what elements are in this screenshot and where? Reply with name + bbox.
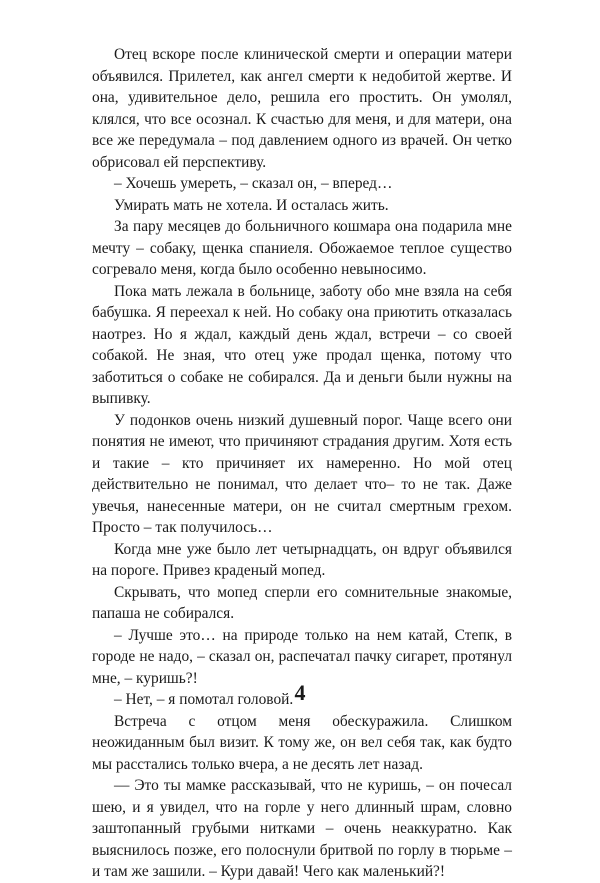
- page-number: 4: [294, 680, 306, 705]
- paragraph-7: Когда мне уже было лет четырнадцать, он вдруг объявился на пороге. Привез краденый мопед.: [92, 540, 512, 579]
- page-body: [92, 44, 512, 883]
- paragraph-11: Встреча с отцом меня обескуражила. Слишком неожиданным был визит. К тому же, он вел себя так, как будто мы расстались только вчера, а не десять лет назад.: [92, 712, 512, 773]
- paragraph-1: Отец вскоре после клинической смерти и операции матери объявился. Прилетел, как ангел смерти к недобитой жертве. И она, удивительное дело, решила его простить. Он умолял, клялся, что все осознал. К счастью для меня, и для матери, она все же передумала – под давлением одного из врачей. Он четко обрисовал ей перспективу.: [92, 46, 512, 171]
- paragraph-6: У подонков очень низкий душевный порог. Чаще всего они понятия не имеют, что причиняют страдания другим. Хотя есть и такие – кто причиняет их намеренно. Но мой отец действительно не понимал, что делает что– то не так. Даже увечья, нанесенные матери, он не считал смертным грехом. Просто – так получилось…: [92, 411, 512, 536]
- paragraph-12: — Это ты мамке рассказывай, что не куришь, – он почесал шею, и я увидел, что на горле у него длинный шрам, словно заштопанный грубыми нитками – очень неаккуратно. Как выяснилось позже, его полоснули бритвой по горлу в тюрьме – и там же зашили. – Кури давай! Чего как маленький?!: [92, 777, 512, 880]
- paragraph-3: Умирать мать не хотела. И осталась жить.: [114, 196, 389, 214]
- paragraph-5: Пока мать лежала в больнице, заботу обо мне взяла на себя бабушка. Я переехал к ней. Но собаку она приютить отказалась наотрез. Но я ждал, каждый день ждал, встречи – со своей собакой. Не зная, что отец уже продал щенка, потому что заботиться о собаке не собирался. Да и деньги были нужны на выпивку.: [92, 282, 512, 407]
- paragraph-8: Скрывать, что мопед сперли его сомнительные знакомые, папаша не собирался.: [92, 583, 512, 622]
- paragraph-2: – Хочешь умереть, – сказал он, – вперед…: [114, 175, 393, 192]
- paragraph-4: За пару месяцев до больничного кошмара она подарила мне мечту – собаку, щенка спаниеля. Обожаемое теплое существо согревало меня, когда было особенно невыносимо.: [92, 218, 512, 278]
- paragraph-10: – Нет, – я помотал головой.: [114, 691, 294, 708]
- paragraph-9: – Лучше это… на природе только на нем катай, Степк, в городе не надо, – сказал он, распечатал пачку сигарет, протянул мне, – куришь?!: [92, 626, 512, 687]
